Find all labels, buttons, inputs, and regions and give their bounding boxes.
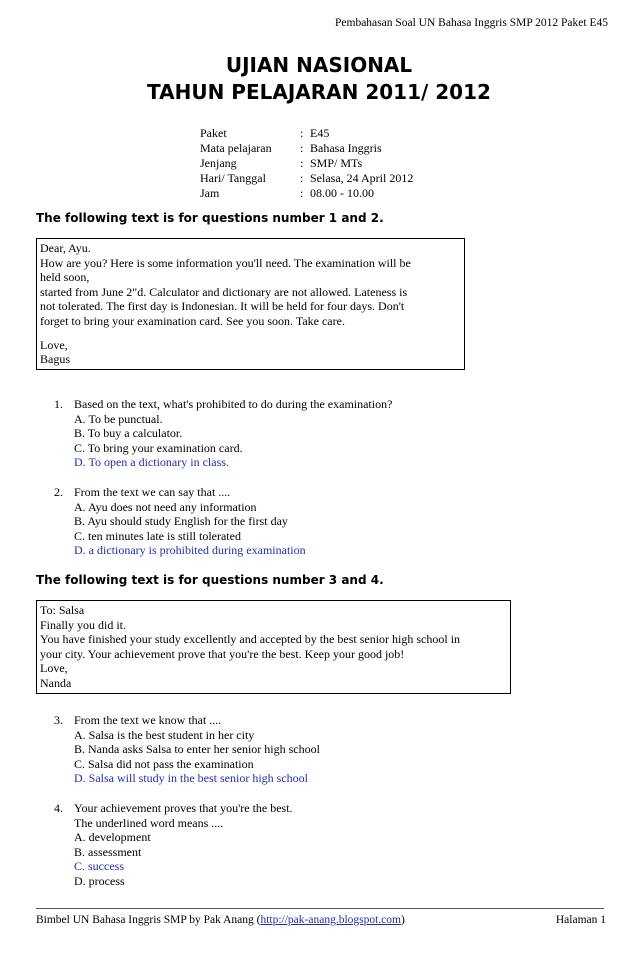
text-line: not tolerated. The first day is Indonesian. It will be held for four days. Don't [40,299,405,314]
option-d-answer: D. a dictionary is prohibited during examination [74,543,306,558]
option-c: C. Salsa did not pass the examination [74,756,254,771]
text-line: Bagus [40,352,70,367]
footer-credit: Bimbel UN Bahasa Inggris SMP by Pak Anang (http://pak-anang.blogspot.com) [36,914,405,926]
question-stem: Your achievement proves that you're the best. [74,801,293,815]
reading-text-2 [36,600,511,694]
exam-year-title: TAHUN PELAJARAN 2011/ 2012 [147,80,491,104]
section-heading-2: The following text is for questions number 3 and 4. [36,573,384,587]
question-stem: From the text we can say that .... [74,485,231,499]
section-heading-1: The following text is for questions number 1 and 2. [36,211,384,225]
info-row: Jam : 08.00 - 10.00 [200,186,374,200]
info-row: Mata pelajaran : Bahasa Inggris [200,141,382,155]
text-line: How are you? Here is some information you'll need. The examination will be [40,255,411,270]
option-c: C. ten minutes late is still tolerated [74,528,241,543]
text-line: held soon, [40,270,90,285]
question-4: 4. Your achievement proves that you're the best. The underlined word means .... A. development B. assessment C. success D. process [54,801,293,888]
text-line: Love, [40,661,68,676]
info-row: Paket : E45 [200,126,330,140]
text-line: To: Salsa [40,603,85,617]
header-note: Pembahasan Soal UN Bahasa Inggris SMP 2012 Paket E45 [335,17,608,29]
question-stem-2: The underlined word means .... [74,815,224,830]
option-a: A. To be punctual. [74,411,163,426]
option-b: B. To buy a calculator. [74,426,183,441]
text-line: started from June 2"d. Calculator and dictionary are not allowed. Lateness is [40,284,408,299]
info-row: Hari/ Tanggal : Selasa, 24 April 2012 [200,171,414,185]
footer-divider [36,908,604,909]
question-stem: From the text we know that .... [74,713,222,727]
option-c-answer: C. success [74,859,124,874]
question-3: 3. From the text we know that .... A. Salsa is the best student in her city B. Nanda asks Salsa to enter her senior high school C. Salsa did not pass the examination D. Salsa will study in the best senior high school [54,713,320,786]
reading-text-1 [36,238,465,370]
text-line: Nanda [40,675,72,690]
text-line: Love, [40,337,68,352]
question-stem: Based on the text, what's prohibited to do during the examination? [74,397,393,411]
question-2: 2. From the text we can say that .... A. Ayu does not need any information B. Ayu should study English for the first day C. ten minutes late is still tolerated D. a dictionary is prohibited during examination [54,485,306,558]
text-line: your city. Your achievement prove that you're the best. Keep your good job! [40,646,405,661]
option-a: A. development [74,830,151,845]
question-1: 1. Based on the text, what's prohibited to do during the examination? A. To be punctual. B. To buy a calculator. C. To bring your examination card. D. To open a dictionary in class. [54,397,393,470]
option-d-answer: D. To open a dictionary in class. [74,455,229,470]
text-line: Finally you did it. [40,617,127,632]
option-a: A. Ayu does not need any information [74,499,257,514]
text-line: You have finished your study excellently and accepted by the best senior high school in [40,632,461,647]
option-d: D. process [74,873,125,888]
text-line: forget to bring your examination card. See you soon. Take care. [40,313,345,328]
option-b: B. Nanda asks Salsa to enter her senior high school [74,742,320,757]
option-d-answer: D. Salsa will study in the best senior high school [74,771,308,786]
blog-link[interactable]: http://pak-anang.blogspot.com [260,914,401,926]
text-line: Dear, Ayu. [40,241,91,255]
info-row: Jenjang : SMP/ MTs [200,156,363,170]
option-c: C. To bring your examination card. [74,440,243,455]
exam-info-table [200,126,413,201]
page-number: Halaman 1 [555,914,606,926]
exam-title: UJIAN NASIONAL [225,53,413,77]
option-a: A. Salsa is the best student in her city [74,727,255,742]
option-b: B. assessment [74,844,142,859]
option-b: B. Ayu should study English for the first day [74,514,288,529]
